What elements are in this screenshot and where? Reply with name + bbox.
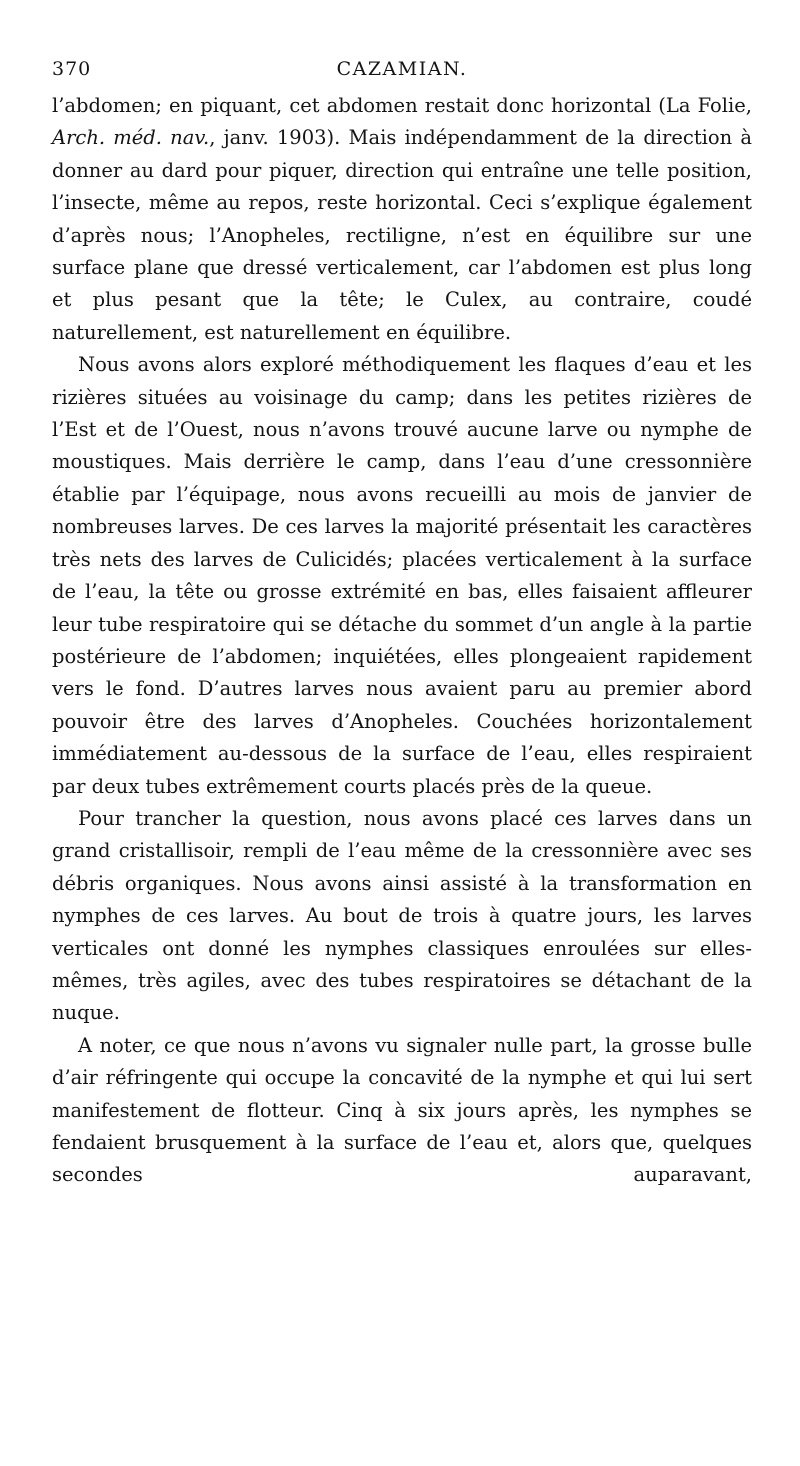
book-page — [52, 58, 752, 1192]
paragraph — [52, 90, 752, 349]
journal-citation: Arch. méd. nav. — [52, 126, 210, 150]
text-run: A noter, ce que nous n’avons vu signaler nulle part, la grosse bulle d’air réfringente qui occupe la concavité de la nymphe et qui lui sert manifestement de flotteur. Cinq à six jours après, les nymphes se fendaient brusquement à la surface de l’eau et, alors que, quelques secondes auparavant, — [52, 1033, 752, 1187]
running-title: CAZAMIAN. — [336, 58, 468, 80]
page-number: 370 — [52, 58, 92, 80]
paragraph — [52, 1030, 752, 1192]
running-head — [52, 58, 752, 90]
text-run: Nous avons alors exploré méthodiquement les flaques d’eau et les rizières situées au voisinage du camp; dans les petites rizières de l’Est et de l’Ouest, nous n’avons trouvé aucune larve ou nymphe de moustiques. Mais derrière le camp, dans l’eau d’une cressonnière établie par l’équipage, nous avons recueilli au mois de janvier de nombreuses larves. De ces larves la majorité présentait les caractères très nets des larves de Culicidés; placées verticalement à la surface de l’eau, la tête ou grosse extrémité en bas, elles faisaient affleurer leur tube respiratoire qui se détache du sommet d’un angle à la partie postérieure de l’abdomen; inquiétées, elles plongeaient rapidement vers le fond. D’autres larves nous avaient paru au premier abord pouvoir être des larves d’Anopheles. Couchées horizontalement immédiatement au-dessous de la surface de l’eau, elles respiraient par deux tubes extrêmement courts placés près de la queue. — [52, 353, 752, 798]
paragraph — [52, 349, 752, 803]
text-run: l’abdomen; en piquant, cet abdomen restait donc horizontal (La Folie, — [52, 94, 752, 117]
text-run: Pour trancher la question, nous avons placé ces larves dans un grand cristallisoir, rempli de l’eau même de la cressonnière avec ses débris organiques. Nous avons ainsi assisté à la transformation en nymphes de ces larves. Au bout de trois à quatre jours, les larves verticales ont donné les nymphes classiques enroulées sur elles-mêmes, très agiles, avec des tubes respiratoires se détachant de la nuque. — [52, 806, 752, 1025]
body-text — [52, 90, 752, 1192]
text-run: , janv. 1903). Mais indépendamment de la direction à donner au dard pour piquer, direction qui entraîne une telle position, l’insecte, même au repos, reste horizontal. Ceci s’explique également d’après nous; l’Anopheles, rectiligne, n’est en équilibre sur une surface plane que dressé verticalement, car l’abdomen est plus long et plus pesant que la tête; le Culex, au contraire, coudé naturellement, est naturellement en équilibre. — [52, 126, 753, 344]
paragraph — [52, 803, 752, 1030]
